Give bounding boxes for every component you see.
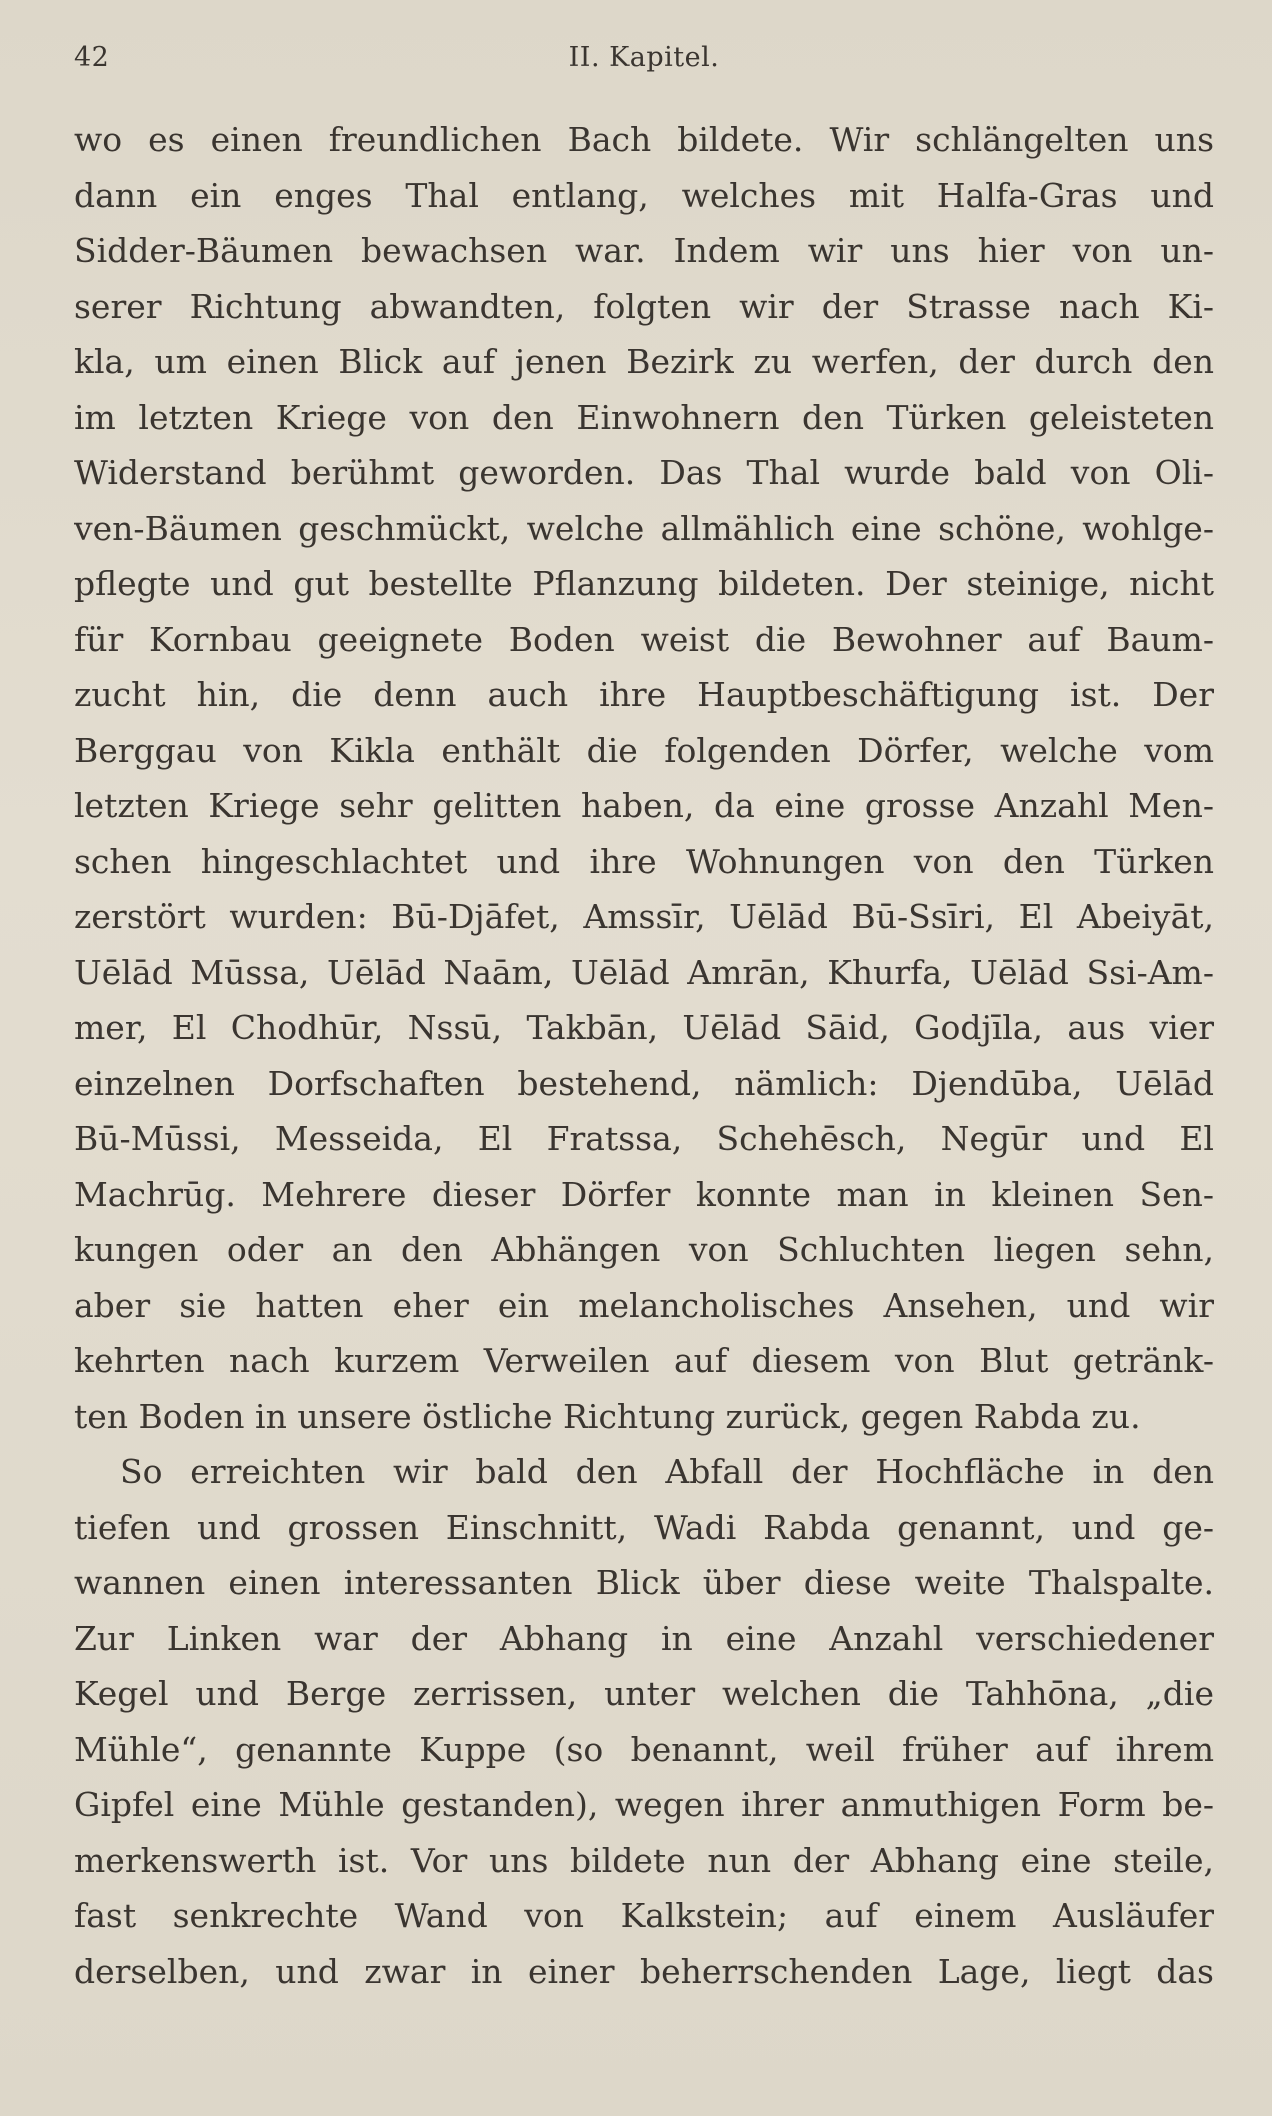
text-line: Zur Linken war der Abhang in eine Anzahl verschiedener xyxy=(74,1618,1214,1658)
text-line: ten Boden in unsere östliche Richtung zurück, gegen Rabda zu. xyxy=(74,1396,1141,1436)
text-line: tiefen und grossen Einschnitt, Wadi Rabda genannt, und ge- xyxy=(74,1507,1214,1547)
text-line: Berggau von Kikla enthält die folgenden Dörfer, welche vom xyxy=(74,730,1214,770)
text-line: aber sie hatten eher ein melancholisches Ansehen, und wir xyxy=(74,1285,1214,1325)
text-line: kungen oder an den Abhängen von Schluchten liegen sehn, xyxy=(74,1230,1214,1269)
text-line: wo es einen freundlichen Bach bildete. Wir schlängelten uns xyxy=(74,120,1214,159)
page-number: 42 xyxy=(74,42,110,73)
text-line: Widerstand berühmt geworden. Das Thal wurde bald von Oli- xyxy=(74,453,1214,492)
text-line: Gipfel eine Mühle gestanden), wegen ihrer anmuthigen Form be- xyxy=(74,1785,1214,1824)
text-line: Machrūg. Mehrere dieser Dörfer konnte man in kleinen Sen- xyxy=(74,1174,1214,1214)
text-line: Sidder-Bäumen bewachsen war. Indem wir uns hier von un- xyxy=(74,231,1214,270)
text-line: zucht hin, die denn auch ihre Hauptbeschäftigung ist. Der xyxy=(74,675,1214,714)
text-line: Kegel und Berge zerrissen, unter welchen die Tahhōna, „die xyxy=(74,1674,1214,1713)
text-line: fast senkrechte Wand von Kalkstein; auf einem Ausläufer xyxy=(74,1896,1214,1935)
text-line: Bū-Mūssi, Messeida, El Fratssa, Schehēsch, Negūr und El xyxy=(74,1119,1214,1158)
text-line: kehrten nach kurzem Verweilen auf diesem von Blut getränk- xyxy=(74,1341,1214,1380)
chapter-title: II. Kapitel. xyxy=(568,42,720,73)
text-line: für Kornbau geeignete Boden weist die Bewohner auf Baum- xyxy=(74,619,1214,659)
text-line: wannen einen interessanten Blick über diese weite Thalspalte. xyxy=(74,1563,1214,1602)
text-line: letzten Kriege sehr gelitten haben, da eine grosse Anzahl Men- xyxy=(74,786,1214,825)
text-line: serer Richtung abwandten, folgten wir der Strasse nach Ki- xyxy=(74,286,1214,326)
text-line: Mühle“, genannte Kuppe (so benannt, weil früher auf ihrem xyxy=(74,1729,1214,1769)
text-line: einzelnen Dorfschaften bestehend, nämlich: Djendūba, Uēlād xyxy=(74,1063,1214,1103)
text-line: ven-Bäumen geschmückt, welche allmählich eine schöne, wohlge- xyxy=(74,508,1214,548)
text-line: merkenswerth ist. Vor uns bildete nun der Abhang eine steile, xyxy=(74,1840,1214,1880)
text-line: dann ein enges Thal entlang, welches mit Halfa-Gras und xyxy=(74,175,1214,215)
text-line: kla, um einen Blick auf jenen Bezirk zu werfen, der durch den xyxy=(74,342,1214,381)
text-line: pflegte und gut bestellte Pflanzung bildeten. Der steinige, nicht xyxy=(74,564,1214,603)
text-line: schen hingeschlachtet und ihre Wohnungen von den Türken xyxy=(74,841,1214,881)
text-line: derselben, und zwar in einer beherrschenden Lage, liegt das xyxy=(74,1951,1214,1991)
body-text xyxy=(74,112,1214,1999)
text-line: mer, El Chodhūr, Nssū, Takbān, Uēlād Sāid, Godjīla, aus vier xyxy=(74,1008,1214,1047)
text-line: im letzten Kriege von den Einwohnern den Türken geleisteten xyxy=(74,397,1214,437)
running-head xyxy=(74,42,1214,82)
text-line: zerstört wurden: Bū-Djāfet, Amssīr, Uēlād Bū-Ssīri, El Abeiyāt, xyxy=(74,897,1214,936)
text-line: So erreichten wir bald den Abfall der Hochfläche in den xyxy=(120,1452,1214,1491)
text-line: Uēlād Mūssa, Uēlād Naām, Uēlād Amrān, Khurfa, Uēlād Ssi-Am- xyxy=(74,952,1214,992)
